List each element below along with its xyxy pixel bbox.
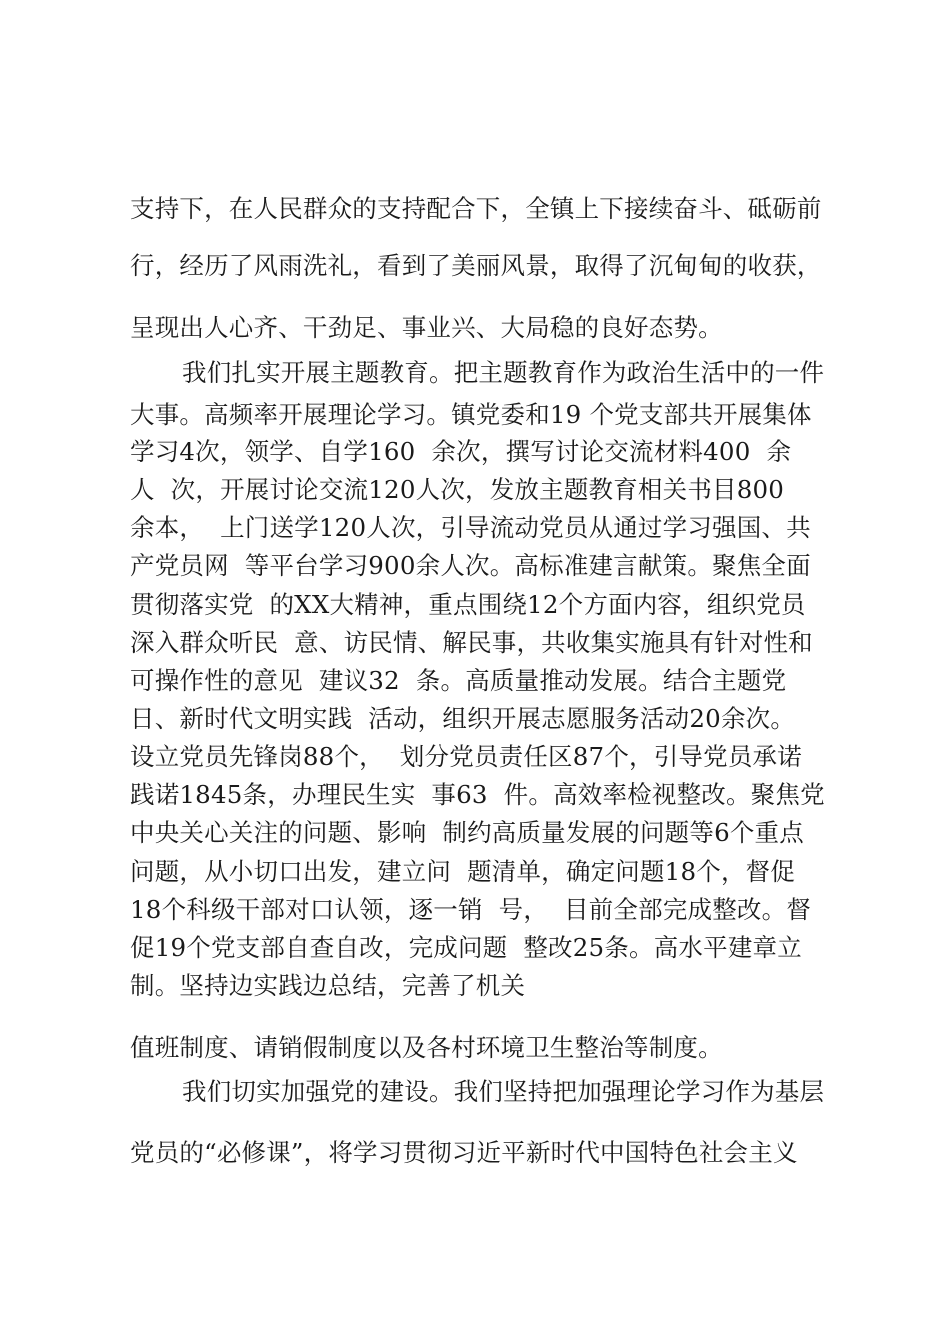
text-line: 深入群众听民 意、访民情、解民事，共收集实施具有针对性和	[130, 628, 813, 657]
text-line: 日、新时代文明实践 活动，组织开展志愿服务活动20余次。	[130, 704, 796, 733]
text-line: 问题，从小切口出发，建立问 题清单，确定问题18个，督促	[130, 857, 796, 886]
text-line: 产党员网 等平台学习900余人次。高标准建言献策。聚焦全面	[130, 551, 811, 580]
text-line: 18个科级干部对口认领，逐一销 号， 目前全部完成整改。督	[130, 895, 812, 924]
text-line: 呈现出人心齐、干劲足、事业兴、大局稳的良好态势。	[130, 313, 723, 342]
text-line: 大事。高频率开展理论学习。镇党委和19 个党支部共开展集体	[130, 400, 812, 429]
text-line: 支持下，在人民群众的支持配合下，全镇上下接续奋斗、砥砺前	[130, 194, 822, 223]
paragraph-start-line: 我们扎实开展主题教育。把主题教育作为政治生活中的一件	[182, 358, 825, 387]
text-line: 党员的“必修课”，将学习贯彻习近平新时代中国特色社会主义	[130, 1138, 798, 1167]
text-line: 设立党员先锋岗88个， 划分党员责任区87个，引导党员承诺	[130, 742, 802, 771]
text-line: 行，经历了风雨洗礼，看到了美丽风景，取得了沉甸甸的收获，	[130, 251, 822, 280]
text-line: 制。坚持边实践边总结，完善了机关	[130, 971, 526, 1000]
text-line: 余本， 上门送学120人次，引导流动党员从通过学习强国、共	[130, 513, 811, 542]
text-line: 中央关心关注的问题、影响 制约高质量发展的问题等6个重点	[130, 818, 804, 847]
text-line: 践诺1845条，办理民生实 事63 件。高效率检视整改。聚焦党	[130, 780, 825, 809]
text-line: 贯彻落实党 的XX大精神，重点围绕12个方面内容，组织党员	[130, 590, 806, 619]
paragraph-start-line: 我们切实加强党的建设。我们坚持把加强理论学习作为基层	[182, 1077, 825, 1106]
text-line: 值班制度、请销假制度以及各村环境卫生整治等制度。	[130, 1033, 723, 1062]
text-line: 促19个党支部自查自改，完成问题 整改25条。高水平建章立	[130, 933, 802, 962]
text-line: 人 次，开展讨论交流120人次，发放主题教育相关书目800	[130, 475, 785, 504]
text-line: 学习4次，领学、自学160 余次，撰写讨论交流材料400 余	[130, 437, 792, 466]
text-line: 可操作性的意见 建议32 条。高质量推动发展。结合主题党	[130, 666, 787, 695]
